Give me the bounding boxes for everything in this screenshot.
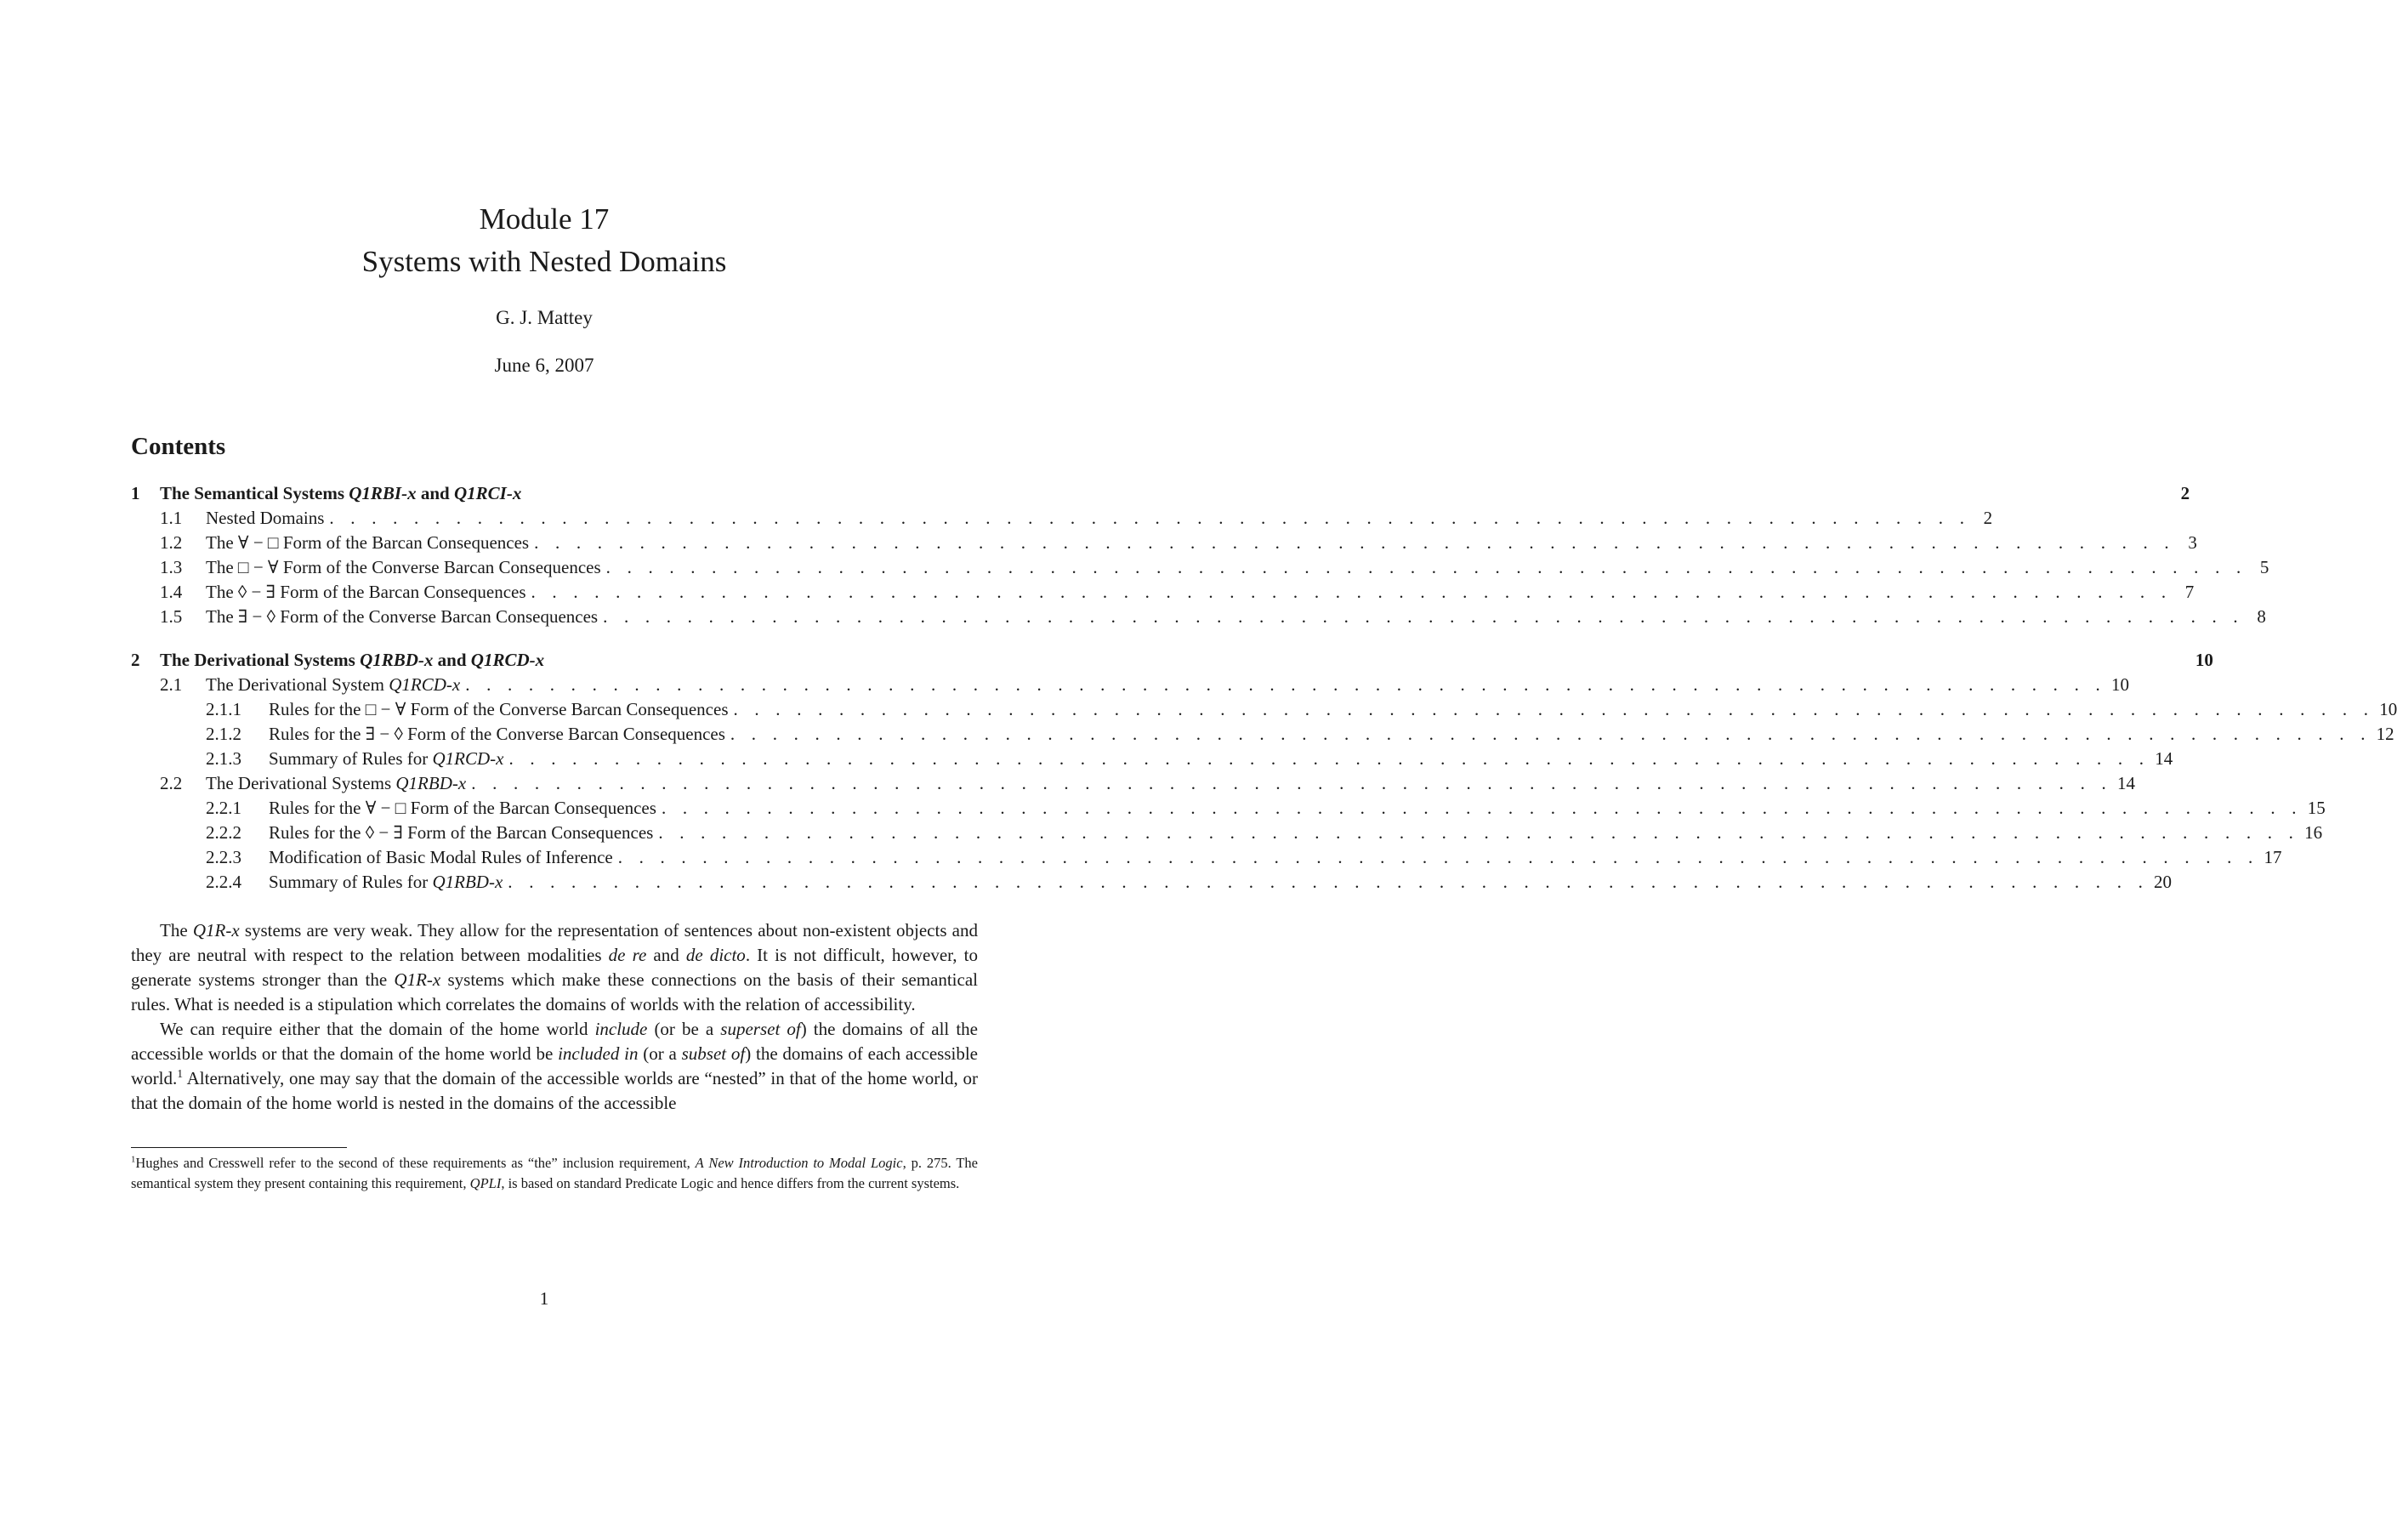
paragraph-2 <box>131 1017 978 1116</box>
toc-entry-title <box>206 771 466 796</box>
toc-entry-title <box>269 747 503 771</box>
toc-entry-page: 17 <box>2264 847 2282 867</box>
toc-entry-page: 3 <box>2188 532 2197 553</box>
footnote-marker: 1 <box>131 1154 136 1165</box>
toc-leader-dots: . . . . . . . . . . . . . . . . . . . . . . . . . . . . . . . . . . . . . . . . . . . . . . . . . . . . . . . . . . . . . . . . . . . . . . . . . . . . . . <box>508 872 2150 892</box>
toc-entry-title <box>206 605 598 629</box>
toc-entry-number: 1.4 <box>160 582 183 602</box>
toc-entry-page: 10 <box>2195 650 2213 670</box>
toc-leader-dots: . . . . . . . . . . . . . . . . . . . . . . . . . . . . . . . . . . . . . . . . . . . . . . . . . . . . . . . . . . . . . . . . . . . . . . . . . . . . . . <box>603 606 2244 627</box>
text-run: and <box>646 945 686 965</box>
toc-entry-title-italic: Q1RCD-x <box>389 674 461 695</box>
footnote-marker: 1 <box>177 1067 184 1080</box>
toc-entry-title <box>269 821 653 845</box>
toc-entry-title-text: Nested Domains <box>206 508 325 528</box>
italic-text: Q1R-x <box>192 920 240 940</box>
toc-entry-number: 2.1.3 <box>206 748 241 769</box>
toc-entry-number: 2.2.1 <box>206 798 241 818</box>
footnote <box>131 1153 978 1194</box>
text-run: ) the domains of all the accessible worlds or that the domain of the home world be <box>131 1019 978 1064</box>
toc-entry-title-text: Rules for the □ − ∀ Form of the Converse Barcan Consequences <box>269 699 729 719</box>
toc-entry-title-italic: Q1RBD-x <box>360 650 434 670</box>
italic-text: Q1R-x <box>394 969 441 990</box>
text-run: systems which make these connections on the basis of their semantical rules. What is needed is a stipulation which correlates the domains of worlds with the relation of accessibility. <box>131 969 978 1014</box>
paragraph-1 <box>131 918 978 1017</box>
toc-entry-title-italic: Q1RBI-x <box>349 483 417 503</box>
toc-leader-dots: . . . . . . . . . . . . . . . . . . . . . . . . . . . . . . . . . . . . . . . . . . . . . . . . . . . . . . . . . . . . . . . . . . . . . . . . . . . . . . <box>617 847 2259 867</box>
page-number: 1 <box>539 1288 549 1309</box>
toc-leader-dots: . . . . . . . . . . . . . . . . . . . . . . . . . . . . . . . . . . . . . . . . . . . . . . . . . . . . . . . . . . . . . . . . . . . . . . . . . . . . . . <box>733 699 2375 719</box>
date: June 6, 2007 <box>494 355 594 376</box>
toc-entry <box>131 531 2197 555</box>
toc-leader-dots: . . . . . . . . . . . . . . . . . . . . . . . . . . . . . . . . . . . . . . . . . . . . . . . . . . . . . . . . . . . . . . . . . . . . . . . . . . . . . . <box>329 508 1971 528</box>
toc-entry-page: 16 <box>2304 822 2323 843</box>
toc-entry-title <box>206 555 601 580</box>
toc-entry-page: 12 <box>2376 724 2394 744</box>
toc-entry-title-text: Summary of Rules for <box>269 872 433 892</box>
toc-entry-page: 8 <box>2257 606 2266 627</box>
toc-leader-dots: . . . . . . . . . . . . . . . . . . . . . . . . . . . . . . . . . . . . . . . . . . . . . . . . . . . . . . . . . . . . . . . . . . . . . . . . . . . . . . <box>605 557 2247 577</box>
toc-entry-page: 14 <box>2155 748 2173 769</box>
toc-leader-dots: . . . . . . . . . . . . . . . . . . . . . . . . . . . . . . . . . . . . . . . . . . . . . . . . . . . . . . . . . . . . . . . . . . . . . . . . . . . . . . <box>531 582 2173 602</box>
table-of-contents <box>131 481 2397 895</box>
toc-leader-dots: . . . . . . . . . . . . . . . . . . . . . . . . . . . . . . . . . . . . . . . . . . . . . . . . . . . . . . . . . . . . . . . . . . . . . . . . . . . . . . <box>465 674 2106 695</box>
toc-entry-title-text: The Semantical Systems <box>160 483 349 503</box>
toc-entry-title <box>269 722 725 747</box>
text-run: We can require either that the domain of the home world <box>160 1019 595 1039</box>
toc-entry-number: 2.1.2 <box>206 724 241 744</box>
toc-entry <box>131 506 1993 531</box>
text-run: ) the domains of each accessible world. <box>131 1043 978 1088</box>
toc-entry-number: 1.3 <box>160 557 183 577</box>
toc-leader-dots: . . . . . . . . . . . . . . . . . . . . . . . . . . . . . . . . . . . . . . . . . . . . . . . . . . . . . . . . . . . . . . . . . . . . . . . . . . . . . . <box>534 532 2175 553</box>
toc-entry-page: 15 <box>2307 798 2326 818</box>
italic-text: superset of <box>720 1019 801 1039</box>
toc-entry-page: 20 <box>2154 872 2173 892</box>
toc-leader-dots: . . . . . . . . . . . . . . . . . . . . . . . . . . . . . . . . . . . . . . . . . . . . . . . . . . . . . . . . . . . . . . . . . . . . . . . . . . . . . . <box>661 798 2303 818</box>
text-run: . It is not difficult, however, to generate systems stronger than the <box>131 945 978 990</box>
text-run: Alternatively, one may say that the domain of the accessible worlds are “nested” in that of the home world, or that the domain of the home world is nested in the domains of the accessible <box>131 1068 978 1113</box>
italic-text: included in <box>558 1043 639 1064</box>
toc-entry-page: 5 <box>2259 557 2269 577</box>
author: G. J. Mattey <box>496 307 593 328</box>
toc-entry-page: 10 <box>2379 699 2397 719</box>
toc-entry-title <box>269 845 613 870</box>
italic-text: de dicto <box>685 945 746 965</box>
toc-entry <box>131 481 2190 506</box>
text-run: The <box>160 920 193 940</box>
toc-entry <box>131 845 2282 870</box>
toc-entry-title-mid: and <box>416 483 454 503</box>
toc-leader-dots: . . . . . . . . . . . . . . . . . . . . . . . . . . . . . . . . . . . . . . . . . . . . . . . . . . . . . . . . . . . . . . . . . . . . . . . . . . . . . . <box>471 773 2112 793</box>
toc-entry-title-text: The ◊ − ∃ Form of the Barcan Consequences <box>206 582 526 602</box>
italic-text: de re <box>608 945 647 965</box>
toc-entry-page: 7 <box>2184 582 2195 602</box>
toc-entry <box>131 771 2135 796</box>
toc-entry <box>131 697 2397 722</box>
toc-entry-number: 1.1 <box>160 508 183 528</box>
toc-entry-title-text: The ∃ − ◊ Form of the Converse Barcan Consequences <box>206 606 599 627</box>
toc-entry-title <box>206 673 460 697</box>
title-line-1: Module 17 <box>479 202 610 236</box>
toc-entry-title-text: Rules for the ◊ − ∃ Form of the Barcan Consequences <box>269 822 654 843</box>
toc-entry <box>131 555 2269 580</box>
toc-entry-number: 2.2 <box>160 773 183 793</box>
italic-text: include <box>594 1019 648 1039</box>
toc-entry-title-italic: Q1RBD-x <box>432 872 503 892</box>
toc-entry-number: 2 <box>131 650 140 670</box>
italic-text: subset of <box>681 1043 746 1064</box>
toc-entry-title-italic: Q1RCD-x <box>432 748 504 769</box>
toc-entry <box>131 673 2129 697</box>
toc-entry <box>131 870 2173 895</box>
contents-heading: Contents <box>131 433 226 460</box>
toc-entry-title <box>160 648 544 673</box>
italic-text: QPLI <box>469 1175 502 1191</box>
toc-entry-title-text: Modification of Basic Modal Rules of Inference <box>269 847 613 867</box>
text-run: systems are very weak. They allow for the representation of sentences about non-existent objects and they are neutral with respect to the relation between modalities <box>131 920 978 965</box>
toc-entry-number: 2.2.4 <box>206 872 241 892</box>
toc-entry-title <box>206 506 324 531</box>
text-run: (or a <box>638 1043 682 1064</box>
toc-entry-page: 2 <box>2180 483 2190 503</box>
footnote-rule <box>131 1147 347 1148</box>
toc-entry-title-text: Summary of Rules for <box>269 748 433 769</box>
toc-entry-title-italic: Q1RBD-x <box>395 773 467 793</box>
toc-entry-title-text: Rules for the ∃ − ◊ Form of the Converse Barcan Consequences <box>269 724 725 744</box>
toc-entry <box>131 648 2213 673</box>
toc-entry-page: 10 <box>2110 674 2129 695</box>
text-run: , p. 275. The semantical system they present containing this requirement, <box>131 1155 978 1191</box>
toc-entry <box>131 796 2326 821</box>
text-run: , is based on standard Predicate Logic and hence differs from the current systems. <box>501 1175 960 1191</box>
toc-entry-title-italic: Q1RCD-x <box>470 650 545 670</box>
toc-entry-title-text: Rules for the ∀ − □ Form of the Barcan Consequences <box>269 798 656 818</box>
toc-leader-dots: . . . . . . . . . . . . . . . . . . . . . . . . . . . . . . . . . . . . . . . . . . . . . . . . . . . . . . . . . . . . . . . . . . . . . . . . . . . . . . <box>508 748 2150 769</box>
body-text <box>131 918 978 1116</box>
toc-entry-title-text: The ∀ − □ Form of the Barcan Consequences <box>206 532 530 553</box>
toc-entry-number: 1.2 <box>160 532 183 553</box>
toc-entry <box>131 605 2266 629</box>
toc-entry-title-text: The Derivational Systems <box>160 650 361 670</box>
toc-entry-title-text: The Derivational System <box>206 674 389 695</box>
toc-entry-title <box>160 481 521 506</box>
toc-entry-title-italic: Q1RCI-x <box>453 483 522 503</box>
toc-entry-number: 2.2.2 <box>206 822 241 843</box>
italic-text: A New Introduction to Modal Logic <box>695 1155 903 1171</box>
toc-entry <box>131 747 2173 771</box>
toc-entry-title <box>269 697 729 722</box>
toc-entry <box>131 580 2195 605</box>
toc-entry-title-text: The □ − ∀ Form of the Converse Barcan Consequences <box>206 557 601 577</box>
toc-entry-number: 2.2.3 <box>206 847 241 867</box>
toc-entry-page: 14 <box>2116 773 2135 793</box>
title-line-2: Systems with Nested Domains <box>361 245 727 278</box>
toc-entry-number: 1.5 <box>160 606 183 627</box>
toc-entry-title <box>206 531 529 555</box>
toc-entry-title-mid: and <box>433 650 471 670</box>
toc-leader-dots: . . . . . . . . . . . . . . . . . . . . . . . . . . . . . . . . . . . . . . . . . . . . . . . . . . . . . . . . . . . . . . . . . . . . . . . . . . . . . . <box>730 724 2371 744</box>
text-run: (or be a <box>647 1019 721 1039</box>
toc-entry-number: 1 <box>131 483 140 503</box>
toc-entry <box>131 722 2394 747</box>
toc-entry-title <box>269 796 656 821</box>
toc-entry-number: 2.1.1 <box>206 699 241 719</box>
text-run: Hughes and Cresswell refer to the second of these requirements as “the” inclusion requirement, <box>135 1155 696 1171</box>
toc-entry-title <box>206 580 526 605</box>
toc-entry-title <box>269 870 503 895</box>
toc-entry-title-text: The Derivational Systems <box>206 773 396 793</box>
toc-entry <box>131 821 2323 845</box>
toc-entry-page: 2 <box>1983 508 1993 528</box>
toc-leader-dots: . . . . . . . . . . . . . . . . . . . . . . . . . . . . . . . . . . . . . . . . . . . . . . . . . . . . . . . . . . . . . . . . . . . . . . . . . . . . . . <box>658 822 2300 843</box>
toc-entry-number: 2.1 <box>160 674 183 695</box>
